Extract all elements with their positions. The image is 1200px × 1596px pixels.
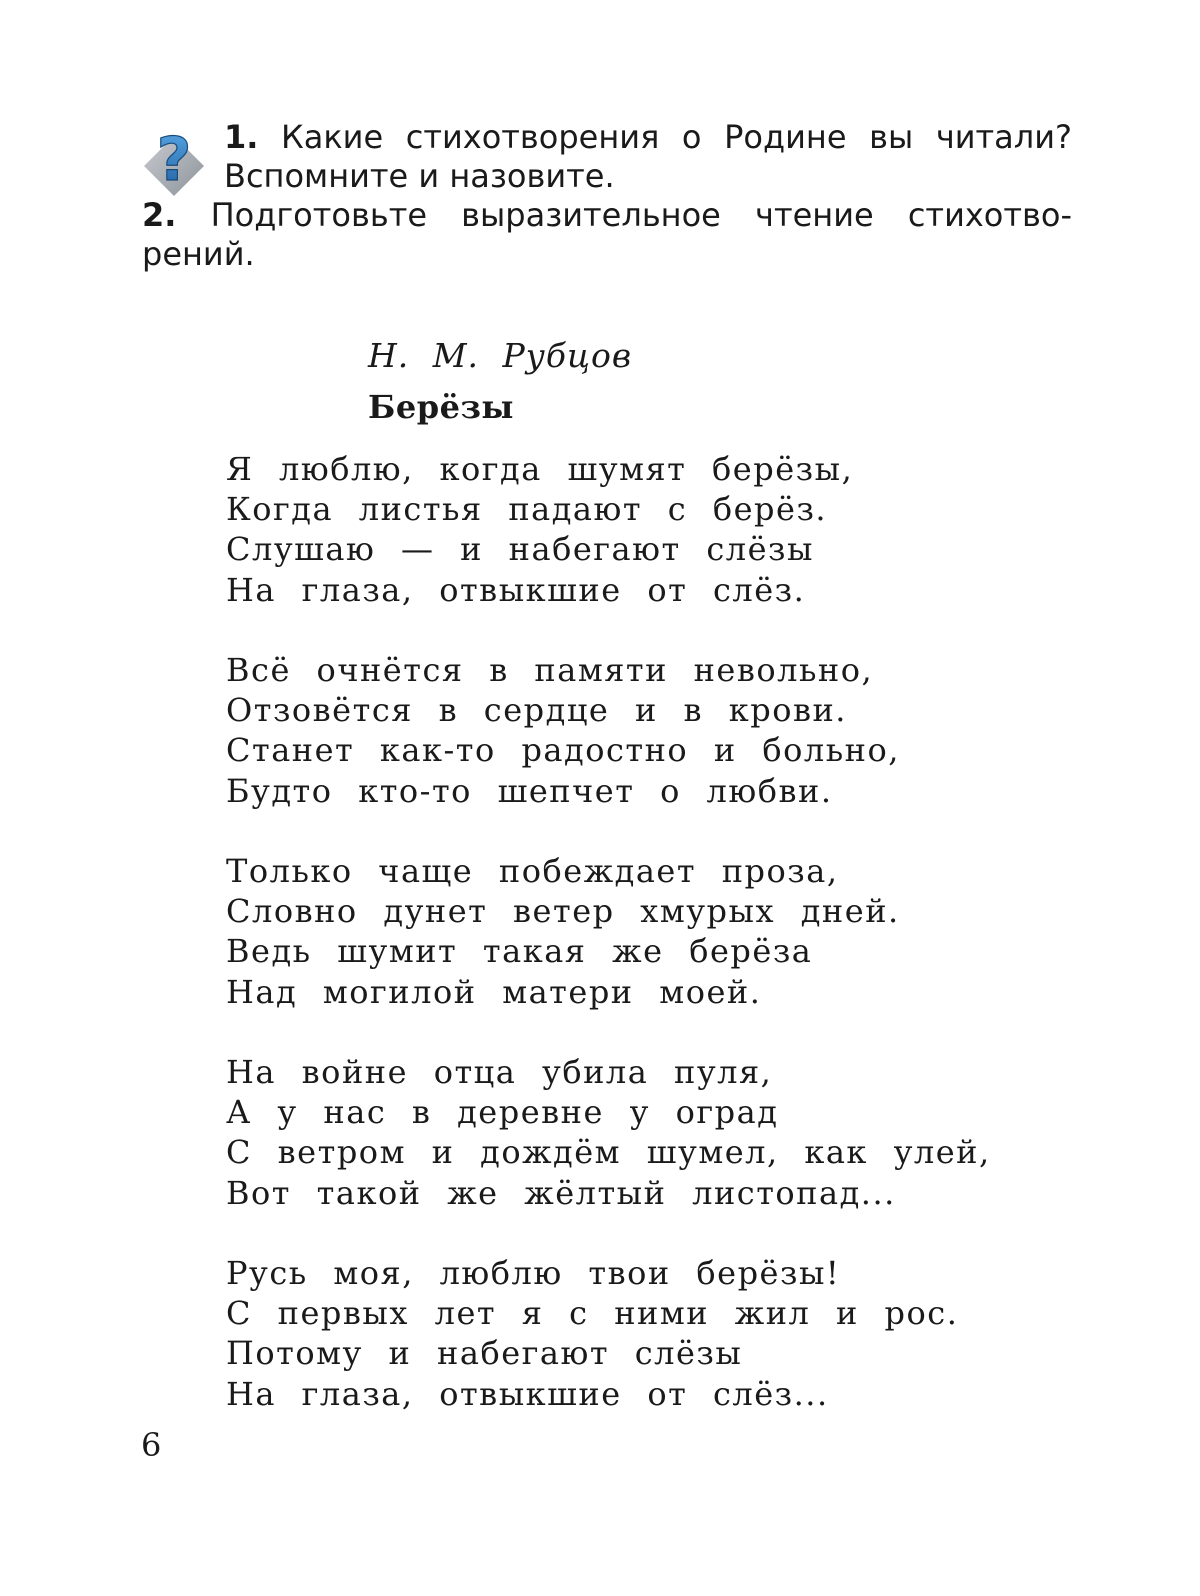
poem-line: Я люблю, когда шумят берёзы, <box>226 450 854 488</box>
poem-line: Только чаще побеждает проза, <box>226 852 839 890</box>
question-2-number: 2. <box>142 196 177 234</box>
question-1-number: 1. <box>224 118 259 156</box>
poem-line: С ветром и дождём шумел, как улей, <box>226 1133 991 1172</box>
poem-line: Словно дунет ветер хмурых дней. <box>226 892 900 931</box>
poem-line: Станет как-то радостно и больно, <box>226 731 900 770</box>
question-1 <box>224 118 1072 196</box>
poem-line: Слушаю — и набегают слёзы <box>226 530 814 569</box>
poem-line: Когда листья падают с берёз. <box>226 490 828 529</box>
poem-author: Н. М. Рубцов <box>368 336 633 375</box>
poem-line: Потому и набегают слёзы <box>226 1334 743 1373</box>
question-2-line-1: Подготовьте выразительное чтение стихотво- <box>210 196 1073 234</box>
poem-line: На глаза, отвыкшие от слёз... <box>226 1374 829 1413</box>
poem-stanza <box>226 1253 1006 1414</box>
poem-stanza <box>226 449 1006 610</box>
poem-line: Над могилой матери моей. <box>226 972 762 1011</box>
question-mark-icon <box>142 122 206 198</box>
question-1-line-2: Вспомните и назовите. <box>224 157 615 195</box>
question-1-line-1: Какие стихотворения о Родине вы читали? <box>281 118 1073 156</box>
poem-line: Вот такой же жёлтый листопад... <box>226 1173 896 1212</box>
questions-block <box>142 118 1072 274</box>
poem-line: Отзовётся в сердце и в крови. <box>226 691 847 730</box>
poem-line: Будто кто-то шепчет о любви. <box>226 771 833 810</box>
poem-stanza <box>226 1052 1006 1213</box>
poem-line: С первых лет я с ними жил и рос. <box>226 1294 959 1333</box>
poem-line: Ведь шумит такая же берёза <box>226 932 813 971</box>
poem-line: Русь моя, люблю твои берёзы! <box>226 1254 841 1292</box>
poem-line: А у нас в деревне у оград <box>226 1093 779 1132</box>
question-2-line-2: рений. <box>142 235 255 273</box>
poem-title: Берёзы <box>368 388 514 426</box>
question-2 <box>142 196 1072 274</box>
svg-text:?: ? <box>156 125 192 195</box>
poem-line: На войне отца убила пуля, <box>226 1053 773 1091</box>
page-number: 6 <box>141 1426 162 1464</box>
poem-body <box>226 449 1006 1414</box>
poem-stanza <box>226 851 1006 1012</box>
poem-stanza <box>226 650 1006 811</box>
poem-line: На глаза, отвыкшие от слёз. <box>226 570 806 609</box>
poem-line: Всё очнётся в памяти невольно, <box>226 651 874 689</box>
